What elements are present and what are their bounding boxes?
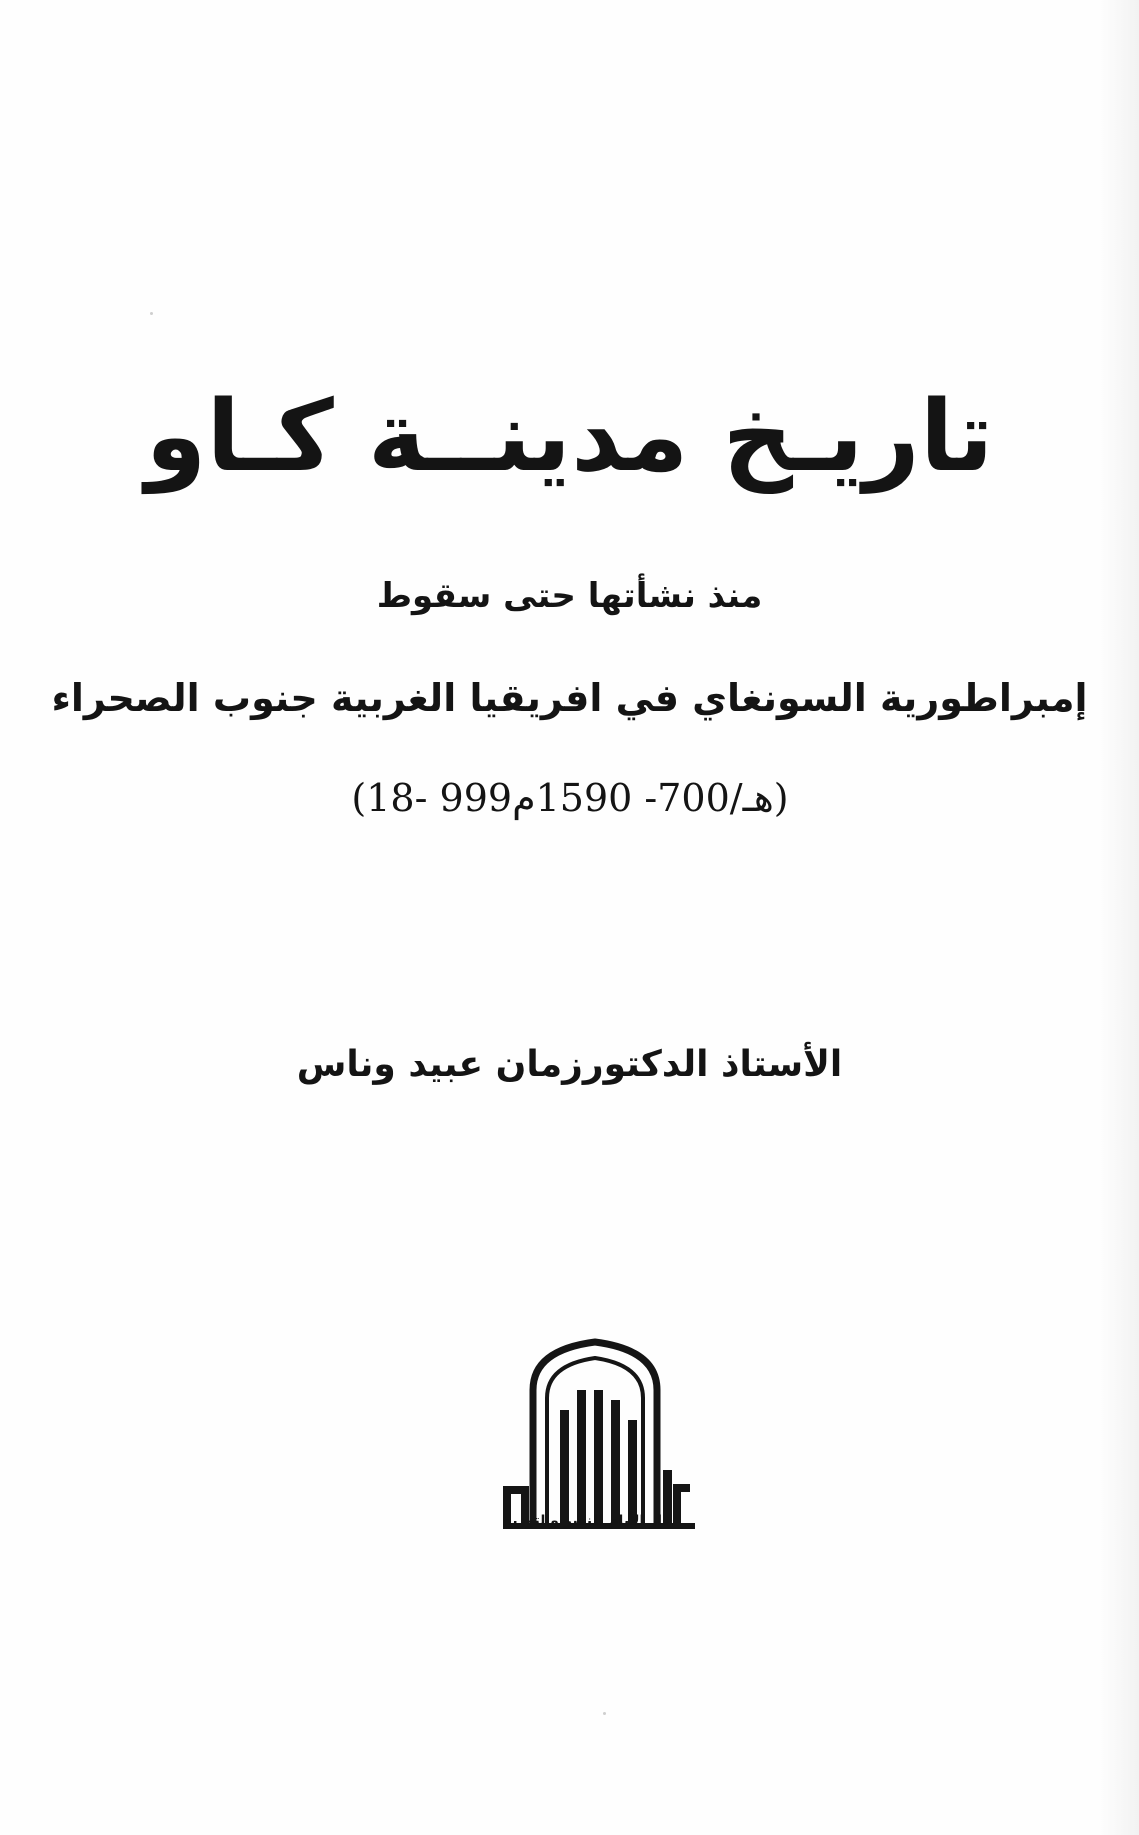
- publisher-imprint: دار الأيام للنشر والتوزيع: [502, 1513, 670, 1529]
- scan-speck: [150, 312, 153, 315]
- book-subtitle: منذ نشأتها حتى سقوط: [376, 576, 763, 616]
- scan-speck: [603, 1712, 606, 1715]
- page-edge-shading: [1099, 0, 1139, 1835]
- publisher-logo: [485, 1320, 705, 1540]
- book-subject: إمبراطورية السونغاي في افريقيا الغربية جنوب الصحراء: [51, 676, 1088, 720]
- date-range: (18- 999هـ/700- 1590م): [351, 776, 789, 820]
- book-title: تاريـخ مدينــة كـاو: [145, 380, 994, 494]
- author-name: الأستاذ الدكتورزمان عبيد وناس: [296, 1044, 843, 1085]
